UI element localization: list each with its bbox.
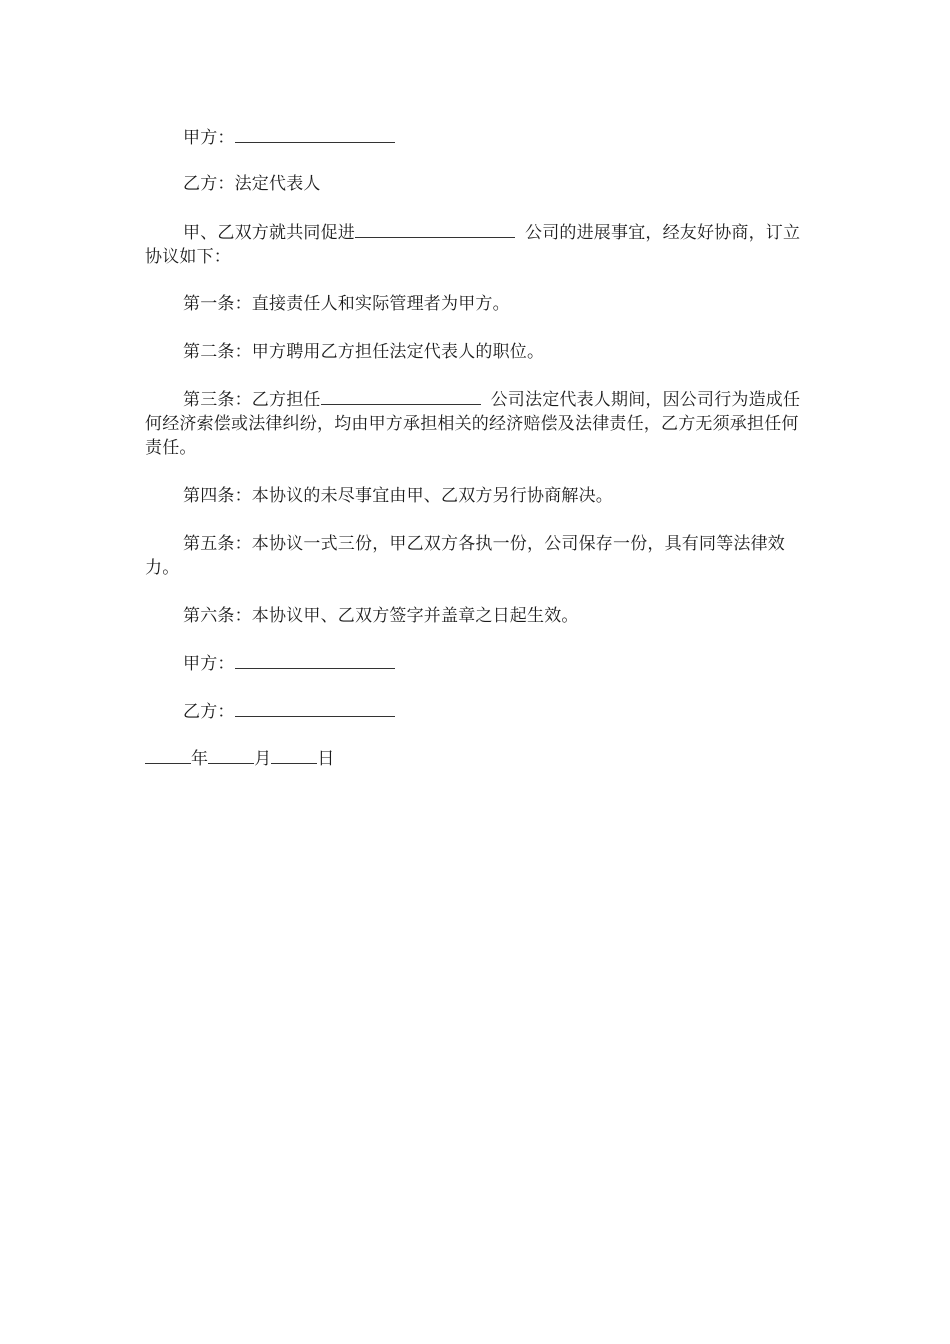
date-year-label: 年 <box>191 749 209 769</box>
signature-a-blank <box>235 651 395 669</box>
article-4 <box>145 484 810 508</box>
article-5-text: 第五条：本协议一式三份，甲乙双方各执一份，公司保存一份，具有同等法律效力。 <box>145 534 785 578</box>
article-2 <box>145 340 810 364</box>
signature-b-blank <box>235 699 395 717</box>
signature-a-line <box>145 651 810 676</box>
article-3-after: 公司法定代表人期间，因公司行为造成任何经济索偿或法律纠纷，均由甲方承担相关的经济赔偿及法律责任，乙方无须承担任何责任。 <box>145 390 801 458</box>
article-3-company-blank <box>321 387 481 405</box>
intro-after: 公司的进展事宜，经友好协商，订立协议如下： <box>145 223 801 267</box>
article-3-before: 第三条：乙方担任 <box>183 390 321 410</box>
year-blank <box>145 746 191 764</box>
intro-before: 甲、乙双方就共同促进 <box>183 223 355 243</box>
article-1 <box>145 292 810 316</box>
intro-paragraph <box>145 220 810 269</box>
article-5 <box>145 532 810 580</box>
party-b-legal-rep: 乙方：法定代表人 <box>183 174 321 194</box>
party-a-blank <box>235 125 395 143</box>
day-blank <box>271 746 317 764</box>
signature-a-label: 甲方： <box>183 654 235 674</box>
article-3 <box>145 387 810 460</box>
signature-b-label: 乙方： <box>183 702 235 722</box>
party-a-label: 甲方： <box>183 128 235 148</box>
article-1-text: 第一条：直接责任人和实际管理者为甲方。 <box>183 294 510 314</box>
party-b-line <box>145 172 810 196</box>
article-6 <box>145 604 810 628</box>
month-blank <box>208 746 254 764</box>
date-month-label: 月 <box>254 749 272 769</box>
article-2-text: 第二条：甲方聘用乙方担任法定代表人的职位。 <box>183 342 545 362</box>
party-a-line <box>145 125 810 150</box>
article-4-text: 第四条：本协议的未尽事宜由甲、乙双方另行协商解决。 <box>183 486 613 506</box>
date-line <box>145 746 810 771</box>
company-name-blank <box>355 220 515 238</box>
signature-b-line <box>145 699 810 724</box>
article-6-text: 第六条：本协议甲、乙双方签字并盖章之日起生效。 <box>183 606 579 626</box>
date-day-label: 日 <box>317 749 335 769</box>
